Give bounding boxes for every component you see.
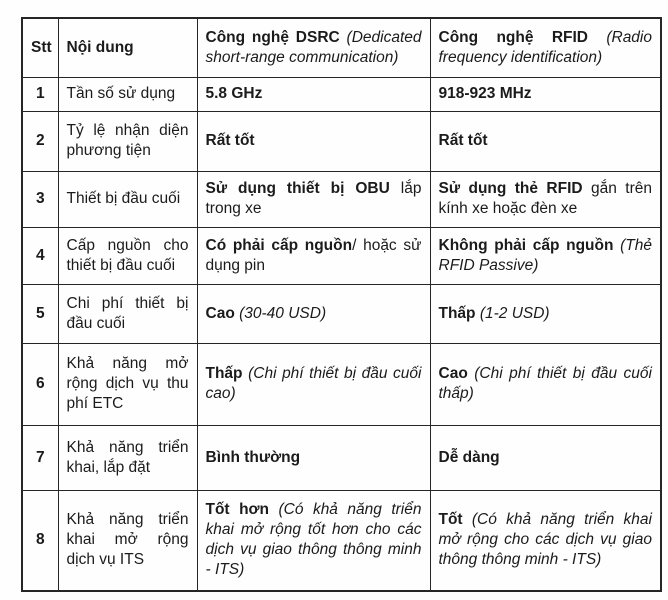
dsrc-value — [197, 77, 430, 111]
rfid-value-note: (Thẻ RFID Passive) — [438, 236, 652, 274]
table-row — [22, 111, 661, 171]
rfid-value-bold: Dễ dàng — [438, 448, 500, 466]
rfid-value — [430, 284, 661, 343]
row-topic: Chi phí thiết bị đầu cuối — [58, 284, 197, 343]
header-noi-dung: Nội dung — [58, 18, 197, 77]
rfid-value-bold: 918-923 MHz — [438, 85, 532, 102]
dsrc-value-note: (30-40 USD) — [234, 304, 327, 322]
dsrc-value-rest: lắp trong xe — [205, 180, 422, 217]
table-header-row — [22, 18, 661, 77]
rfid-value-note: (1-2 USD) — [475, 304, 550, 322]
dsrc-value — [197, 111, 430, 171]
rfid-value-rest: gắn trên kính xe hoặc đèn xe — [438, 180, 652, 217]
rfid-value — [430, 343, 661, 425]
dsrc-value-bold: Bình thường — [205, 448, 301, 466]
dsrc-value — [197, 227, 430, 284]
row-number: 8 — [22, 490, 58, 591]
rfid-value-bold: Tốt — [438, 511, 463, 529]
dsrc-value-bold: Thấp — [205, 365, 243, 382]
dsrc-value — [197, 343, 430, 425]
row-topic: Khả năng mở rộng dịch vụ thu phí ETC — [58, 343, 197, 425]
dsrc-value-bold: Sử dụng thiết bị OBU — [205, 180, 390, 197]
rfid-value — [430, 77, 661, 111]
dsrc-value-note: (Có khả năng triển khai mở rộng tốt hơn cho các dịch vụ giao thông thông minh - ITS) — [205, 501, 422, 579]
rfid-value-bold: Cao — [438, 365, 468, 382]
rfid-value — [430, 425, 661, 490]
row-topic: Khả năng triển khai mở rộng dịch vụ ITS — [58, 490, 197, 591]
row-topic: Tỷ lệ nhận diện phương tiện — [58, 111, 197, 171]
row-number: 5 — [22, 284, 58, 343]
dsrc-value — [197, 490, 430, 591]
dsrc-value-bold: Cao — [205, 304, 235, 322]
table-row — [22, 343, 661, 425]
header-dsrc-name: Công nghệ DSRC — [205, 28, 340, 46]
row-number: 7 — [22, 425, 58, 490]
rfid-value-note: (Có khả năng triển khai mở rộng cho các dịch vụ giao thông thông minh - ITS) — [438, 511, 652, 569]
rfid-value-bold: Sử dụng thẻ RFID — [438, 180, 583, 197]
header-rfid — [430, 18, 661, 77]
row-topic: Tần số sử dụng — [58, 77, 197, 111]
header-stt: Stt — [22, 18, 58, 77]
row-number: 1 — [22, 77, 58, 111]
dsrc-value-note: (Chi phí thiết bị đầu cuối cao) — [205, 365, 422, 402]
rfid-value-bold: Không phải cấp nguồn — [438, 236, 614, 254]
row-topic: Khả năng triển khai, lắp đặt — [58, 425, 197, 490]
row-number: 2 — [22, 111, 58, 171]
dsrc-value — [197, 171, 430, 227]
rfid-value — [430, 111, 661, 171]
row-number: 4 — [22, 227, 58, 284]
table-row — [22, 77, 661, 111]
rfid-value-note: (Chi phí thiết bị đầu cuối thấp) — [438, 365, 652, 402]
dsrc-value-bold: Tốt hơn — [205, 501, 270, 519]
dsrc-rfid-comparison-table — [21, 17, 662, 592]
row-number: 6 — [22, 343, 58, 425]
dsrc-value-bold: Rất tốt — [205, 132, 255, 149]
header-dsrc — [197, 18, 430, 77]
rfid-value-bold: Thấp — [438, 304, 476, 322]
row-topic: Cấp nguồn cho thiết bị đầu cuối — [58, 227, 197, 284]
rfid-value — [430, 490, 661, 591]
dsrc-value-rest: / hoặc sử dụng pin — [205, 236, 422, 274]
rfid-value-bold: Rất tốt — [438, 132, 488, 149]
dsrc-value — [197, 425, 430, 490]
rfid-value — [430, 227, 661, 284]
table-row — [22, 284, 661, 343]
header-rfid-expansion: (Radio frequency identification) — [438, 28, 652, 66]
header-dsrc-expansion: (Dedicated short-range communication) — [205, 28, 422, 66]
dsrc-value — [197, 284, 430, 343]
table-row — [22, 425, 661, 490]
table-row — [22, 171, 661, 227]
table-row — [22, 227, 661, 284]
header-rfid-name: Công nghệ RFID — [438, 28, 588, 46]
dsrc-value-bold: Có phải cấp nguồn — [205, 236, 353, 254]
dsrc-value-bold: 5.8 GHz — [205, 85, 263, 102]
row-number: 3 — [22, 171, 58, 227]
row-topic: Thiết bị đầu cuối — [58, 171, 197, 227]
rfid-value — [430, 171, 661, 227]
table-row — [22, 490, 661, 591]
